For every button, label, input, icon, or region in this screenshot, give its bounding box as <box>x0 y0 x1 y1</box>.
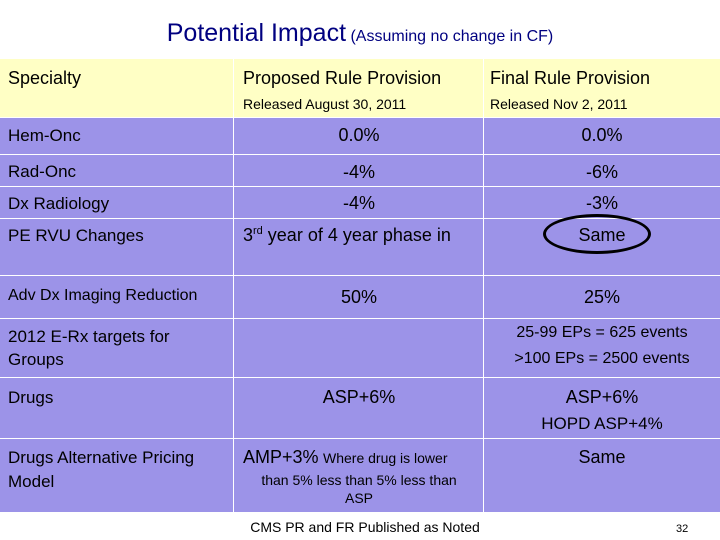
row-proposed: -4% <box>342 193 375 213</box>
row-final-line2: HOPD ASP+4% <box>541 414 663 433</box>
phase-text: year of 4 year phase in <box>262 225 451 245</box>
header-proposed-date: Released August 30, 2011 <box>243 96 407 112</box>
grid-line <box>0 275 720 276</box>
row-specialty: PE RVU Changes <box>8 226 144 245</box>
header-final-date: Released Nov 2, 2011 <box>490 96 628 112</box>
row-specialty: Adv Dx Imaging Reduction <box>8 287 198 304</box>
row-proposed: ASP+6% <box>322 387 396 407</box>
grid-line <box>0 117 720 118</box>
row-specialty: 2012 E-Rx targets for <box>8 327 170 346</box>
row-specialty: Rad-Onc <box>8 162 77 181</box>
header-specialty: Specialty <box>8 68 82 88</box>
title-main: Potential Impact <box>166 19 347 47</box>
row-final: ASP+6% <box>565 387 639 407</box>
grid-line <box>0 512 720 513</box>
header-proposed: Proposed Rule Provision <box>243 68 442 88</box>
grid-line <box>0 318 720 319</box>
highlight-circle <box>543 214 651 254</box>
row-specialty-line2: Groups <box>8 350 64 369</box>
grid-line <box>0 58 720 59</box>
row-final-line2: >100 EPs = 2500 events <box>514 350 690 367</box>
row-final: 25% <box>583 287 621 307</box>
page-number: 32 <box>676 523 689 535</box>
slide-title <box>0 0 720 60</box>
row-specialty: Drugs Alternative Pricing <box>8 448 195 467</box>
row-specialty: Dx Radiology <box>8 194 110 213</box>
row-final: -6% <box>585 162 618 182</box>
grid-line <box>0 186 720 187</box>
grid-line <box>0 377 720 378</box>
row-proposed <box>243 225 451 246</box>
title-subtitle: (Assuming no change in CF) <box>350 28 554 45</box>
row-final: 25-99 EPs = 625 events <box>516 324 688 341</box>
row-proposed: 50% <box>340 287 378 307</box>
row-proposed: -4% <box>342 162 375 182</box>
ordinal-suffix: rd <box>253 225 263 237</box>
row-specialty: Hem-Onc <box>8 126 81 145</box>
row-final: 0.0% <box>581 125 623 145</box>
proposed-note-line3: ASP <box>344 490 373 506</box>
row-final: Same <box>578 447 626 467</box>
footer-note: CMS PR and FR Published as Noted <box>250 519 480 535</box>
row-proposed: 0.0% <box>338 125 380 145</box>
impact-table <box>0 58 720 513</box>
row-final: Same <box>578 225 626 245</box>
row-final: -3% <box>585 193 618 213</box>
proposed-note: Where drug is lower <box>323 450 448 466</box>
proposed-main: AMP+3% <box>243 447 319 467</box>
ordinal-number: 3 <box>243 225 254 245</box>
header-final: Final Rule Provision <box>490 68 651 88</box>
row-specialty-line2: Model <box>8 472 55 491</box>
grid-line <box>0 154 720 155</box>
grid-line <box>0 438 720 439</box>
proposed-note-line2: than 5% less than 5% less than <box>261 472 457 488</box>
row-proposed <box>243 447 448 468</box>
row-specialty: Drugs <box>8 388 54 407</box>
